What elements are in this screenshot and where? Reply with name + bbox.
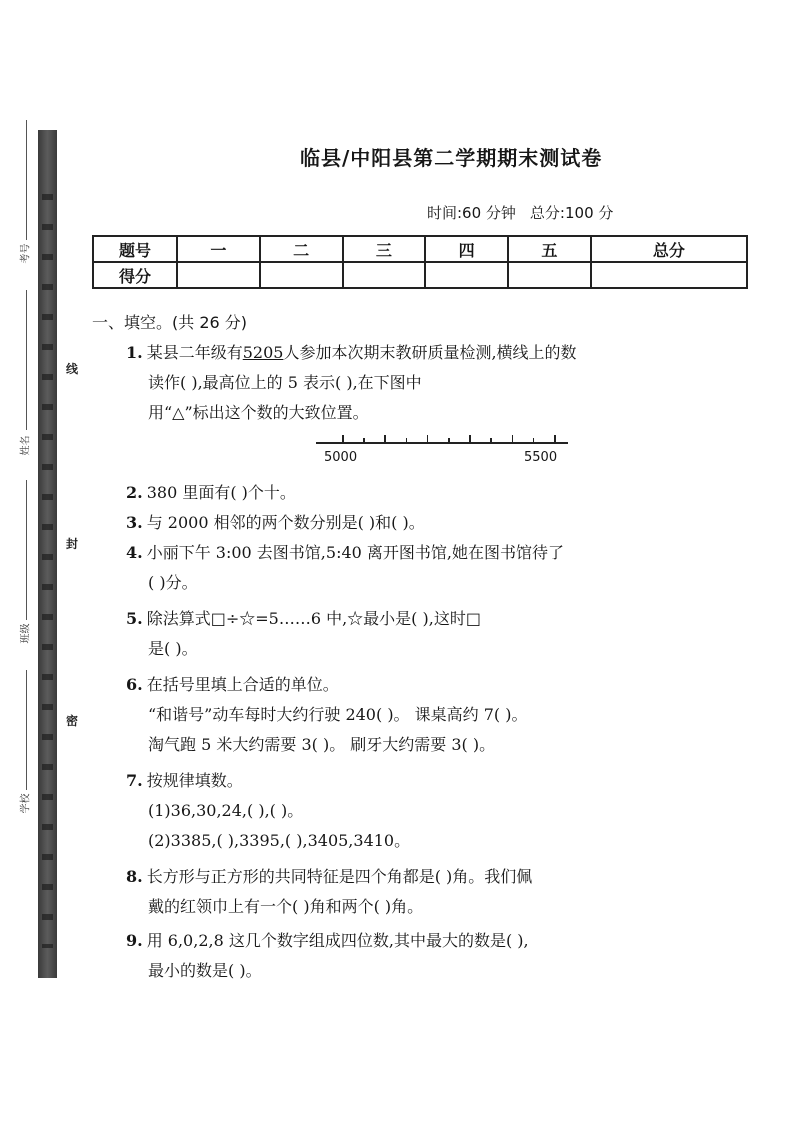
- number-line-minor-tick: [533, 438, 535, 443]
- number-line-major-tick: [427, 435, 429, 443]
- school-label: 学校: [20, 793, 32, 814]
- question-1: 1. 某县二年级有5205人参加本次期末教研质量检测,横线上的数 读作( ),最高位上的 5 表示( ),在下图中 用“△”标出这个数的大致位置。: [126, 343, 577, 422]
- exam-meta: [427, 202, 613, 223]
- question-3: 3. 与 2000 相邻的两个数分别是( )和( )。: [126, 513, 425, 532]
- exam-title: 临县/中阳县第二学期期末测试卷: [300, 146, 603, 170]
- question-5: 5. 除法算式□÷☆=5……6 中,☆最小是( ),这时□ 是( )。: [126, 609, 481, 658]
- question-7: 7. 按规律填数。 (1)36,30,24,( ),( )。 (2)3385,( ),3395,( ),3405,3410。: [126, 771, 411, 850]
- school-line: [26, 670, 27, 790]
- seal-word-seal: 封: [66, 537, 79, 551]
- section-heading: 一、填空。(共 26 分): [92, 313, 248, 332]
- question-2: 2. 380 里面有( )个十。: [126, 483, 296, 502]
- total-score: 总分:100 分: [529, 204, 614, 222]
- number-line-start-label: 5000: [324, 450, 358, 465]
- number-line-major-tick: [469, 435, 471, 443]
- question-4: 4. 小丽下午 3:00 去图书馆,5:40 离开图书馆,她在图书馆待了 ( )分。: [126, 543, 564, 592]
- score-cell[interactable]: [425, 262, 508, 288]
- exam-number-label: 考号: [20, 243, 32, 264]
- score-header-cell: 一: [177, 236, 260, 262]
- number-line-minor-tick: [448, 438, 450, 443]
- score-cell[interactable]: [508, 262, 591, 288]
- number-line-major-tick: [554, 435, 556, 443]
- score-header-cell: 题号: [93, 236, 177, 262]
- score-cell[interactable]: [177, 262, 260, 288]
- number-line-major-tick: [384, 435, 386, 443]
- exam-number-line: [26, 120, 27, 240]
- score-row-label: 得分: [93, 262, 177, 288]
- class-line: [26, 480, 27, 620]
- name-label: 姓名: [20, 435, 32, 456]
- score-header-cell: 五: [508, 236, 591, 262]
- seal-word-secret: 密: [66, 714, 79, 728]
- question-8: 8. 长方形与正方形的共同特征是四个角都是( )角。我们佩 戴的红领巾上有一个( )角和两个( )角。: [126, 867, 533, 916]
- question-6: 6. 在括号里填上合适的单位。 “和谐号”动车每时大约行驶 240( )。 课桌高约 7( )。 淘气跑 5 米大约需要 3( )。 刷牙大约需要 3( )。: [126, 675, 528, 754]
- score-header-row: [93, 236, 747, 262]
- binding-strip: [38, 130, 57, 978]
- time-limit: 时间:60 分钟: [427, 204, 516, 222]
- number-line-minor-tick: [406, 438, 408, 443]
- underlined-number: 5205: [242, 343, 284, 362]
- name-line: [26, 290, 27, 430]
- number-line-major-tick: [512, 435, 514, 443]
- number-line-minor-tick: [363, 438, 365, 443]
- score-header-cell: 三: [343, 236, 426, 262]
- score-table: [92, 235, 748, 289]
- question-9: 9. 用 6,0,2,8 这几个数字组成四位数,其中最大的数是( ), 最小的数是( )。: [126, 931, 529, 980]
- score-header-cell: 二: [260, 236, 343, 262]
- number-line-axis: [316, 442, 568, 444]
- number-line: [316, 430, 568, 470]
- class-label: 班级: [20, 623, 32, 644]
- number-line-end-label: 5500: [524, 450, 558, 465]
- seal-word-line: 线: [66, 362, 79, 376]
- score-header-cell: 四: [425, 236, 508, 262]
- score-cell[interactable]: [591, 262, 747, 288]
- score-cell[interactable]: [343, 262, 426, 288]
- score-row: [93, 262, 747, 288]
- score-header-cell: 总分: [591, 236, 747, 262]
- number-line-major-tick: [342, 435, 344, 443]
- score-cell[interactable]: [260, 262, 343, 288]
- number-line-minor-tick: [490, 438, 492, 443]
